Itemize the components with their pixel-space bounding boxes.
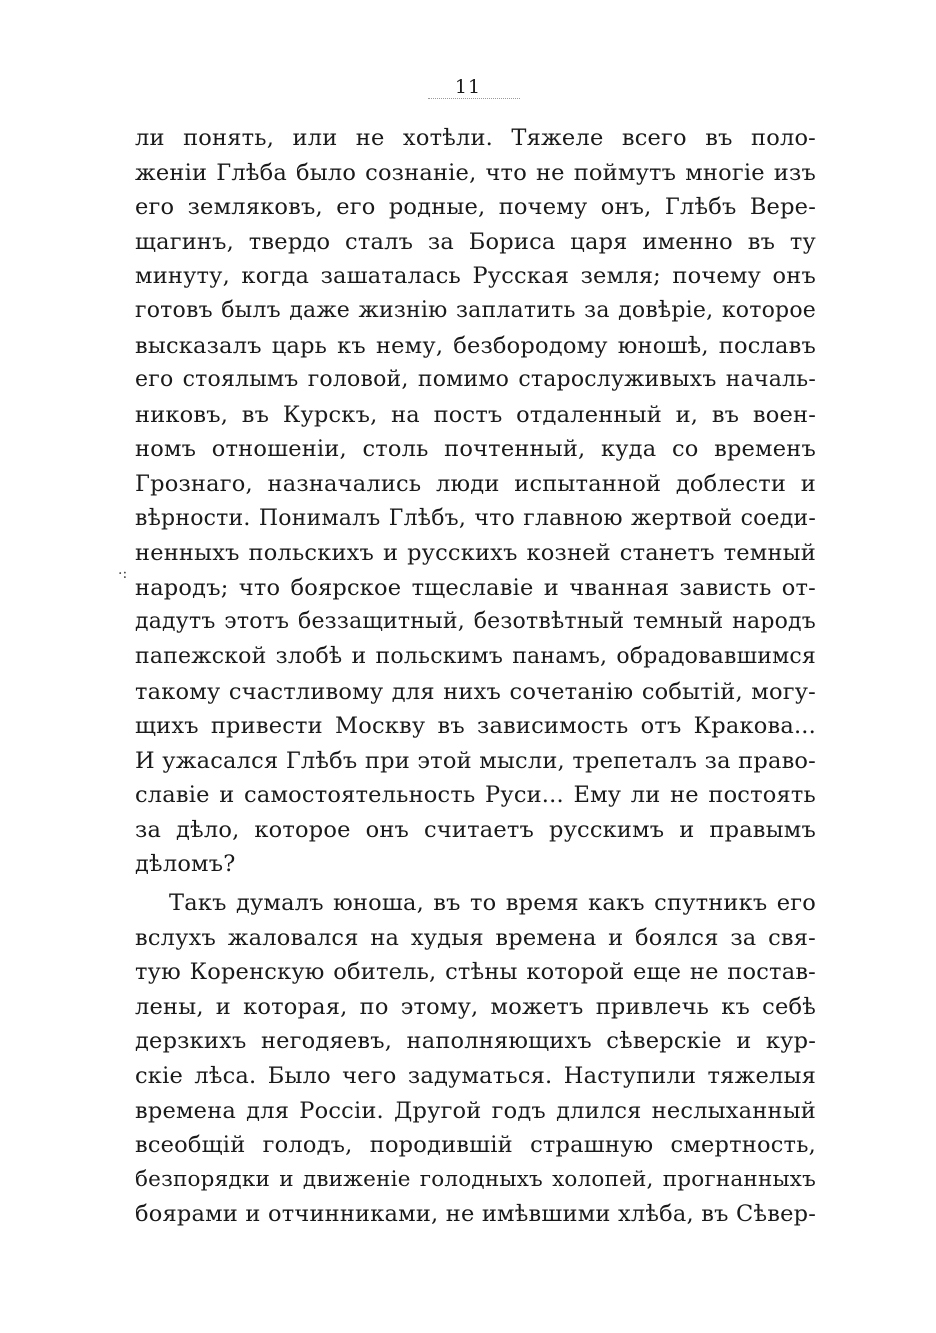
text-line: ли понять, или не хотѣли. Тяжеле всего въ поло- [135,125,816,151]
text-line: народъ; что боярское тщеславіе и чванная зависть от- [135,574,816,601]
margin-mark: ·: [118,566,128,582]
paragraph-2 [135,886,816,1232]
body-text [135,121,816,1232]
text-line: Такъ думалъ юноша, въ то время какъ спутникъ его [169,890,816,917]
text-line: ненныхъ польскихъ и русскихъ козней станетъ темный [135,540,816,567]
text-line: славіе и самостоятельность Руси... Ему ли не постоять [135,782,816,809]
text-line: времена для Россіи. Другой годъ длился неслыханный [135,1097,816,1124]
text-line: никовъ, въ Курскъ, на постъ отдаленный и, въ воен- [135,401,816,428]
text-line: папежской злобѣ и польскимъ панамъ, обрадовавшимся [135,643,816,669]
text-line: скіе лѣса. Было чего задуматься. Наступили тяжелыя [135,1063,816,1090]
text-line: щихъ привести Москву въ зависимость отъ Кракова... [135,713,816,740]
text-line: за дѣло, которое онъ считаетъ русскимъ и правымъ [135,816,816,843]
text-line: дадутъ этотъ беззащитный, безотвѣтный темный народъ [135,609,816,635]
text-line: всеобщій голодъ, породившій страшную смертность, [135,1132,816,1159]
text-line: такому счастливому для нихъ сочетанію событій, могу- [135,678,816,705]
page-number-rule [428,98,520,101]
paragraph-1 [135,121,816,882]
text-line: вслухъ жаловался на худыя времена и боялся за свя- [135,924,816,951]
text-line: тую Коренскую обитель, стѣны которой еще не постав- [135,959,816,986]
page-number: 11 [454,76,482,98]
text-line: его стоялымъ головой, помимо старослуживыхъ началь- [135,367,816,393]
text-line: безпорядки и движеніе голодныхъ холопей, прогнанныхъ [135,1166,816,1192]
text-line: его земляковъ, его родные, почему онъ, Глѣбъ Вере- [135,194,816,221]
text-line: высказалъ царь къ нему, безбородому юношѣ, пославъ [135,332,816,359]
text-line: Грознаго, назначались люди испытанной доблести и [135,470,816,497]
text-line: боярами и отчинниками, не имѣвшими хлѣба, въ Сѣвер- [135,1201,816,1228]
text-line: минуту, когда зашаталась Русская земля; почему онъ [135,263,816,290]
text-line: И ужасался Глѣбъ при этой мысли, трепеталъ за право- [135,747,816,774]
text-line: дерзкихъ негодяевъ, наполняющихъ сѣверскіе и кур- [135,1028,816,1055]
text-line: лены, и которая, по этому, можетъ привлечь къ себѣ [135,993,816,1020]
text-line: женіи Глѣба было сознаніе, что не поймутъ многіе изъ [135,159,816,186]
text-line: готовъ былъ даже жизнію заплатить за довѣріе, которое [135,297,816,323]
text-line: вѣрности. Понималъ Глѣбъ, что главною жертвой соеди- [135,505,816,531]
text-line: щагинъ, твердо сталъ за Бориса царя именно въ ту [135,228,816,255]
text-line: дѣломъ? [135,851,236,878]
text-line: номъ отношеніи, столь почтенный, куда со временъ [135,436,816,463]
